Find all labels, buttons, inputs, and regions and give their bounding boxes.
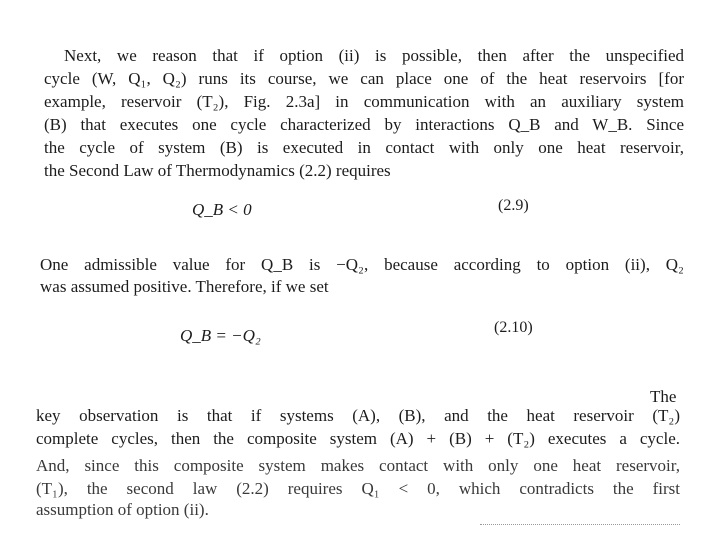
equation-number: (2.10) [494,319,533,336]
equation-expression: Q_B < 0 [192,200,252,219]
text-line: key observation is that if systems (A), (B), and the heat reservoir (T₂) [36,406,680,425]
text-line: The [650,387,677,406]
text-line: example, reservoir (T₂), Fig. 2.3a] in communication with an auxiliary system [44,92,684,111]
text-line: assumption of option (ii). [36,500,209,519]
equation-number: (2.9) [498,197,529,214]
text-line: One admissible value for Q_B is −Q₂, because according to option (ii), Q₂ [40,255,684,274]
scan-artifact-divider [480,524,680,527]
text-line: the Second Law of Thermodynamics (2.2) requires [44,161,391,180]
text-line: cycle (W, Q₁, Q₂) runs its course, we can place one of the heat reservoirs [for [44,69,684,88]
text-line: (T₁), the second law (2.2) requires Q₁ < 0, which contradicts the first [36,479,680,498]
equation-expression: Q_B = −Q₂ [180,326,261,345]
text-line: Next, we reason that if option (ii) is possible, then after the unspecified [64,46,684,65]
text-line: complete cycles, then the composite system (A) + (B) + (T₂) executes a cycle. [36,429,680,448]
text-line: And, since this composite system makes contact with only one heat reservoir, [36,456,680,475]
text-line: was assumed positive. Therefore, if we set [40,277,329,296]
text-line: the cycle of system (B) is executed in contact with only one heat reservoir, [44,138,684,157]
text-line: (B) that executes one cycle characterized by interactions Q_B and W_B. Since [44,115,684,134]
